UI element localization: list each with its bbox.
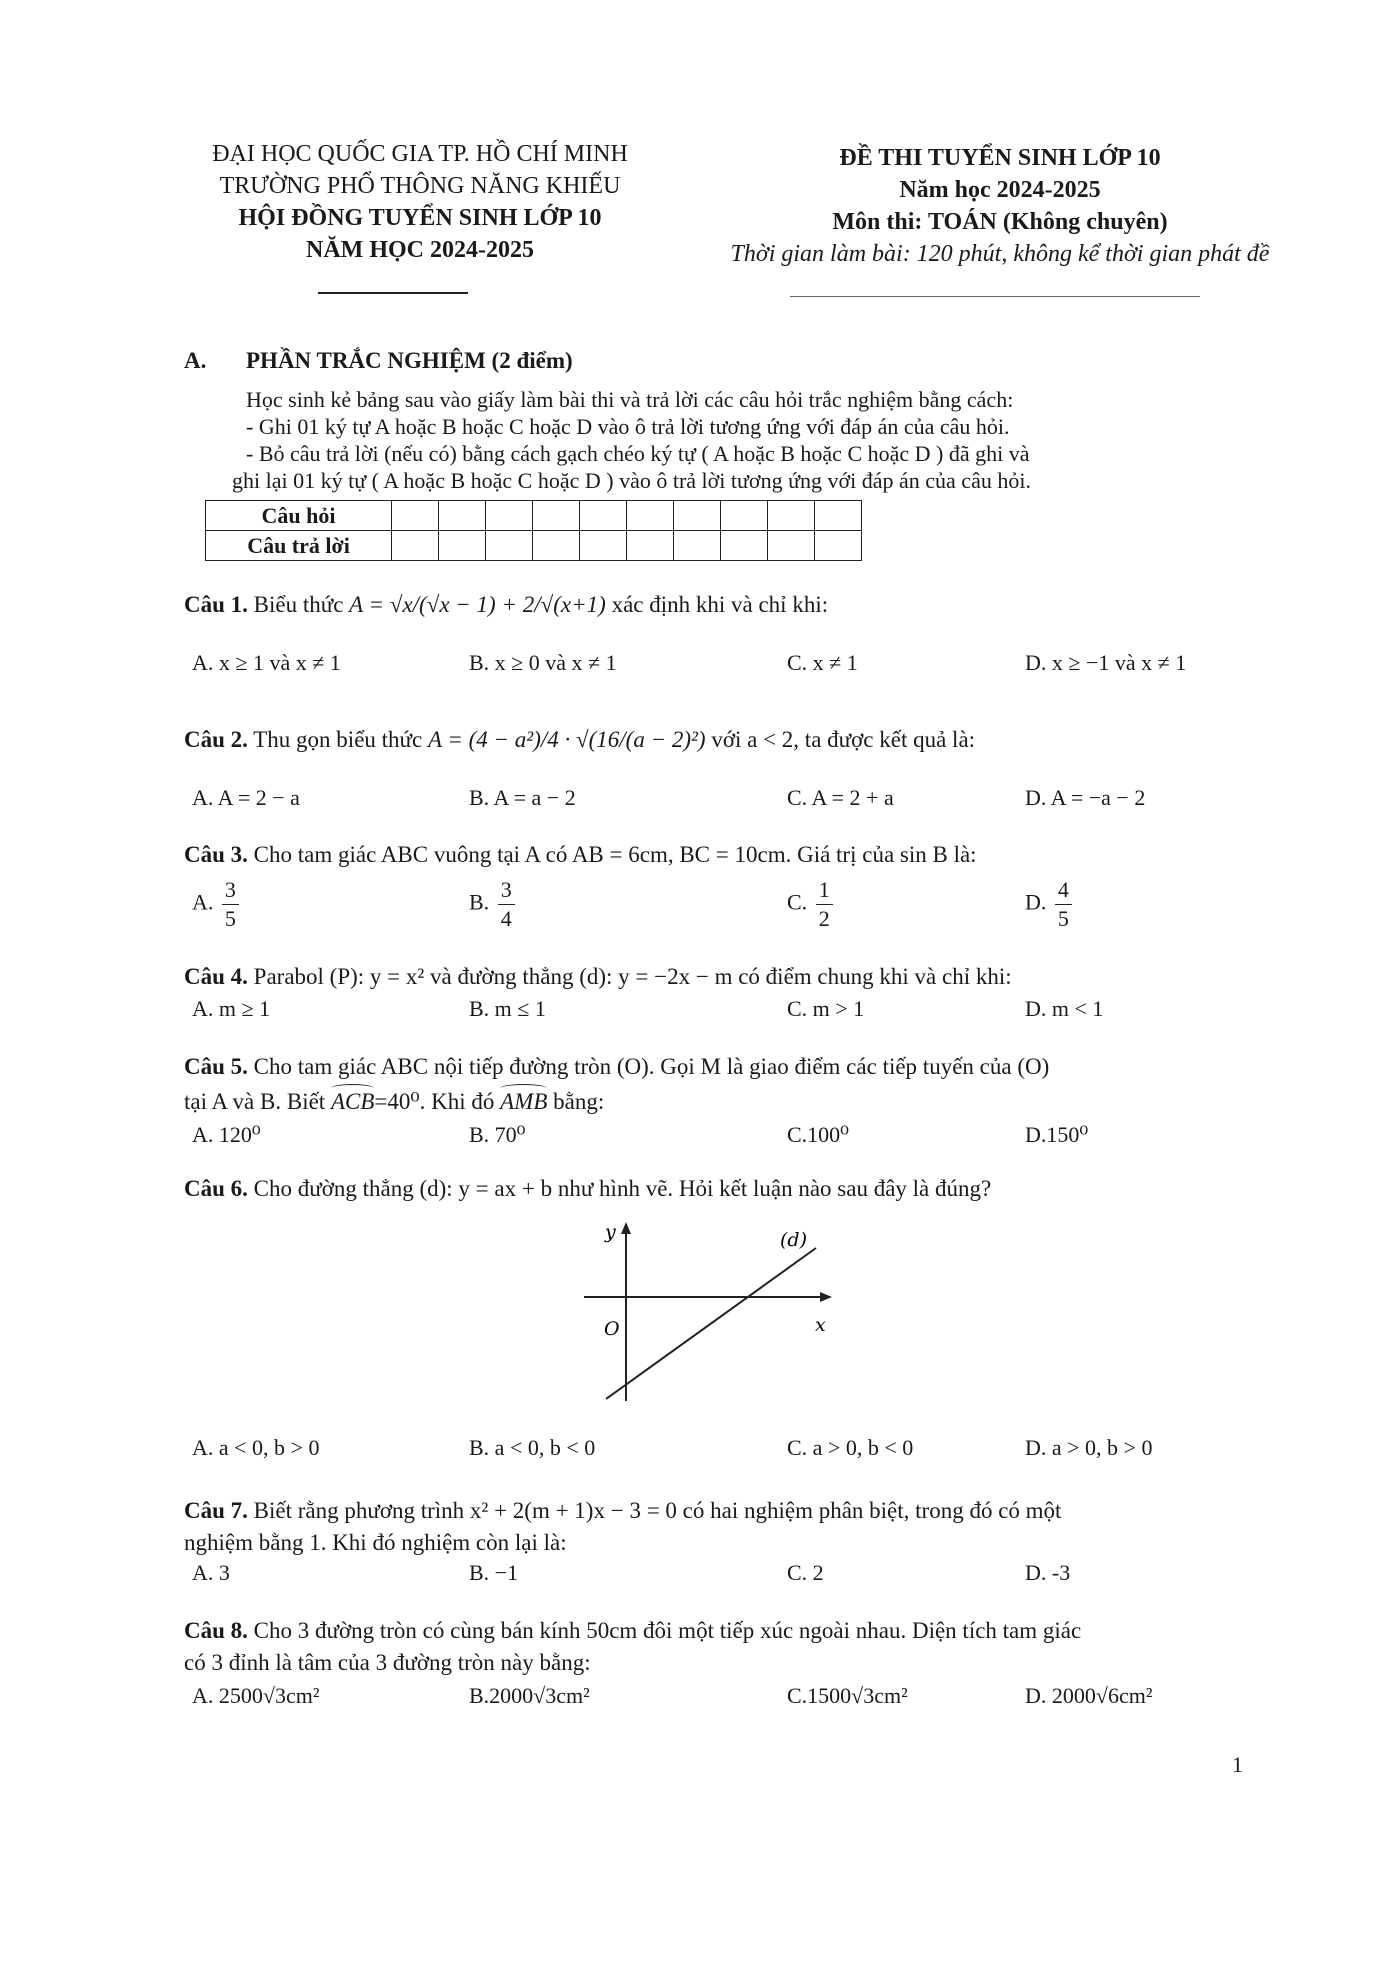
options-q1 [192, 650, 1252, 684]
option-c: C. A = 2 + a [787, 785, 894, 810]
numerator: 1 [816, 876, 833, 905]
answer-cell [439, 531, 486, 561]
question-1 [184, 590, 828, 620]
question-8-line-2: có 3 đỉnh là tâm của 3 đường tròn này bằng: [184, 1650, 591, 1675]
question-3 [184, 840, 977, 870]
option-letter: A. [192, 889, 214, 915]
option-c: C.100⁰ [787, 1122, 849, 1147]
question-label: Câu 1. [184, 592, 248, 617]
answer-cell [580, 531, 627, 561]
section-title: PHẦN TRẮC NGHIỆM (2 điểm) [246, 348, 573, 373]
question-text: xác định khi và chỉ khi: [611, 592, 829, 617]
school-year: NĂM HỌC 2024-2025 [306, 237, 534, 263]
denominator: 5 [224, 906, 236, 931]
instruction-line-1: Học sinh kẻ bảng sau vào giấy làm bài thi và trả lời các câu hỏi trắc nghiệm bằng cách: [246, 387, 1014, 412]
header-right [680, 142, 1320, 270]
denominator: 5 [1057, 906, 1069, 931]
answer-cell [392, 501, 439, 531]
options-q6 [192, 1435, 1252, 1469]
option-a: A. x ≥ 1 và x ≠ 1 [192, 650, 341, 675]
question-text: Parabol (P): y = x² và đường thẳng (d): y = −2x − m có điểm chung khi và chỉ khi: [253, 964, 1012, 989]
option-a: A. 120⁰ [192, 1122, 261, 1147]
answer-cell [815, 531, 862, 561]
numerator: 3 [498, 876, 515, 905]
option-c: C. m > 1 [787, 996, 865, 1021]
question-5-line-2 [184, 1087, 604, 1117]
arc-angle-amb: AMB [500, 1087, 547, 1117]
exam-year: Năm học 2024-2025 [899, 177, 1101, 203]
denominator: 4 [500, 906, 512, 931]
question-label: Câu 7. [184, 1498, 248, 1523]
question-label: Câu 4. [184, 964, 248, 989]
question-5 [184, 1052, 1049, 1082]
option-b: B. A = a − 2 [469, 785, 576, 810]
option-c: C.1500√3cm² [787, 1683, 908, 1708]
option-d: D. a > 0, b > 0 [1025, 1435, 1153, 1460]
exam-title: ĐỀ THI TUYỂN SINH LỚP 10 [839, 145, 1161, 171]
math-expression: A = (4 − a²)/4 · √(16/(a − 2)²) [427, 727, 706, 752]
question-text: Cho 3 đường tròn có cùng bán kính 50cm đôi một tiếp xúc ngoài nhau. Diện tích tam giác [253, 1618, 1082, 1643]
question-text: =40⁰. Khi đó [374, 1089, 495, 1114]
answer-cell [486, 531, 533, 561]
fraction [222, 876, 239, 933]
question-label: Câu 3. [184, 842, 248, 867]
options-q5 [192, 1122, 1252, 1156]
question-7-line-2: nghiệm bằng 1. Khi đó nghiệm còn lại là: [184, 1530, 567, 1555]
option-a [192, 876, 242, 933]
option-b: B. m ≤ 1 [469, 996, 546, 1021]
question-label: Câu 5. [184, 1054, 248, 1079]
options-q2 [192, 785, 1252, 819]
answer-cell [768, 501, 815, 531]
question-text: tại A và B. Biết [184, 1089, 326, 1114]
school-name: TRƯỜNG PHỔ THÔNG NĂNG KHIẾU [219, 173, 621, 199]
option-c: C. a > 0, b < 0 [787, 1435, 914, 1460]
page-number: 1 [1232, 1752, 1243, 1777]
fraction [498, 876, 515, 933]
option-b [469, 876, 518, 933]
y-axis-arrow-icon [621, 1222, 631, 1234]
question-8 [184, 1616, 1081, 1646]
origin-label: O [604, 1318, 620, 1340]
question-text: Cho tam giác ABC vuông tại A có AB = 6cm, BC = 10cm. Giá trị của sin B là: [253, 842, 977, 867]
option-a: A. m ≥ 1 [192, 996, 271, 1021]
option-b: B. x ≥ 0 và x ≠ 1 [469, 650, 617, 675]
options-q4 [192, 996, 1252, 1030]
options-q3 [192, 876, 1252, 936]
section-letter: A. [184, 348, 207, 373]
answer-table-row-answers [206, 531, 862, 561]
answer-cell [815, 501, 862, 531]
options-q7 [192, 1560, 1252, 1594]
header-left-divider [318, 292, 468, 294]
question-text: với a < 2, ta được kết quả là: [711, 727, 976, 752]
numerator: 4 [1055, 876, 1072, 905]
answer-table [205, 500, 862, 561]
answer-cell [768, 531, 815, 561]
question-text: Cho đường thẳng (d): y = ax + b như hình vẽ. Hỏi kết luận nào sau đây là đúng? [253, 1176, 992, 1201]
question-7 [184, 1496, 1234, 1526]
option-b: B. a < 0, b < 0 [469, 1435, 596, 1460]
option-c: C. 2 [787, 1560, 824, 1585]
council-name: HỘI ĐỒNG TUYỂN SINH LỚP 10 [238, 205, 602, 231]
answer-cell [627, 531, 674, 561]
instruction-line-2: - Ghi 01 ký tự A hoặc B hoặc C hoặc D vào ô trả lời tương ứng với đáp án của câu hỏi. [246, 414, 1010, 439]
answer-cell [439, 501, 486, 531]
question-6 [184, 1174, 991, 1204]
answer-cell [533, 501, 580, 531]
answer-cell [533, 531, 580, 561]
answer-cell [392, 531, 439, 561]
option-d: D. x ≥ −1 và x ≠ 1 [1025, 650, 1187, 675]
question-text: Thu gọn biểu thức [253, 727, 423, 752]
option-d: D. -3 [1025, 1560, 1071, 1585]
instruction-line-3: - Bỏ câu trả lời (nếu có) bằng cách gạch chéo ký tự ( A hoặc B hoặc C hoặc D ) đã ghi và [246, 441, 1030, 466]
option-c: C. x ≠ 1 [787, 650, 858, 675]
numerator: 3 [222, 876, 239, 905]
x-axis-arrow-icon [820, 1292, 832, 1302]
option-b: B. −1 [469, 1560, 519, 1585]
option-d: D. m < 1 [1025, 996, 1104, 1021]
header-right-divider [790, 296, 1200, 297]
answer-cell [721, 501, 768, 531]
exam-duration: Thời gian làm bài: 120 phút, không kể thời gian phát đề [730, 241, 1270, 267]
instruction-line-4: ghi lại 01 ký tự ( A hoặc B hoặc C hoặc D ) vào ô trả lời tương ứng với đáp án của câu hỏi. [232, 468, 1031, 493]
line-label: (d) [780, 1229, 807, 1251]
options-q8 [192, 1683, 1252, 1717]
answer-table-label-questions: Câu hỏi [206, 501, 392, 531]
arc-angle-acb: ACB [331, 1087, 374, 1117]
exam-subject: Môn thi: TOÁN (Không chuyên) [832, 209, 1168, 235]
header-left [160, 138, 680, 266]
option-c [787, 876, 836, 933]
option-a: A. 3 [192, 1560, 230, 1585]
answer-table-row-questions [206, 501, 862, 531]
fraction [816, 876, 833, 933]
answer-cell [486, 501, 533, 531]
fraction [1055, 876, 1072, 933]
line-graph-figure [570, 1218, 840, 1408]
option-a: A. a < 0, b > 0 [192, 1435, 320, 1460]
question-2 [184, 725, 975, 755]
option-letter: D. [1025, 889, 1047, 915]
option-d: D. A = −a − 2 [1025, 785, 1146, 810]
denominator: 2 [818, 906, 830, 931]
question-text: Biểu thức [253, 592, 344, 617]
question-text: bằng: [553, 1089, 605, 1114]
university-name: ĐẠI HỌC QUỐC GIA TP. HỒ CHÍ MINH [212, 141, 628, 167]
option-b: B. 70⁰ [469, 1122, 526, 1147]
answer-cell [580, 501, 627, 531]
line-d [606, 1248, 816, 1399]
answer-cell [674, 531, 721, 561]
option-d [1025, 876, 1075, 933]
y-axis-label: y [605, 1221, 616, 1243]
option-d: D.150⁰ [1025, 1122, 1089, 1147]
question-4 [184, 962, 1012, 992]
question-label: Câu 8. [184, 1618, 248, 1643]
question-label: Câu 6. [184, 1176, 248, 1201]
option-d: D. 2000√6cm² [1025, 1683, 1153, 1708]
question-text: Biết rằng phương trình x² + 2(m + 1)x − 3 = 0 có hai nghiệm phân biệt, trong đó có một [253, 1498, 1062, 1523]
answer-cell [674, 501, 721, 531]
option-letter: B. [469, 889, 490, 915]
option-letter: C. [787, 889, 808, 915]
answer-cell [721, 531, 768, 561]
answer-cell [627, 501, 674, 531]
answer-table-label-answers: Câu trả lời [206, 531, 392, 561]
question-label: Câu 2. [184, 727, 248, 752]
math-expression: A = √x/(√x − 1) + 2/√(x+1) [349, 592, 606, 617]
option-a: A. 2500√3cm² [192, 1683, 320, 1708]
option-a: A. A = 2 − a [192, 785, 300, 810]
x-axis-label: x [815, 1314, 826, 1336]
question-text: Cho tam giác ABC nội tiếp đường tròn (O). Gọi M là giao điểm các tiếp tuyến của (O) [253, 1054, 1050, 1079]
option-b: B.2000√3cm² [469, 1683, 590, 1708]
